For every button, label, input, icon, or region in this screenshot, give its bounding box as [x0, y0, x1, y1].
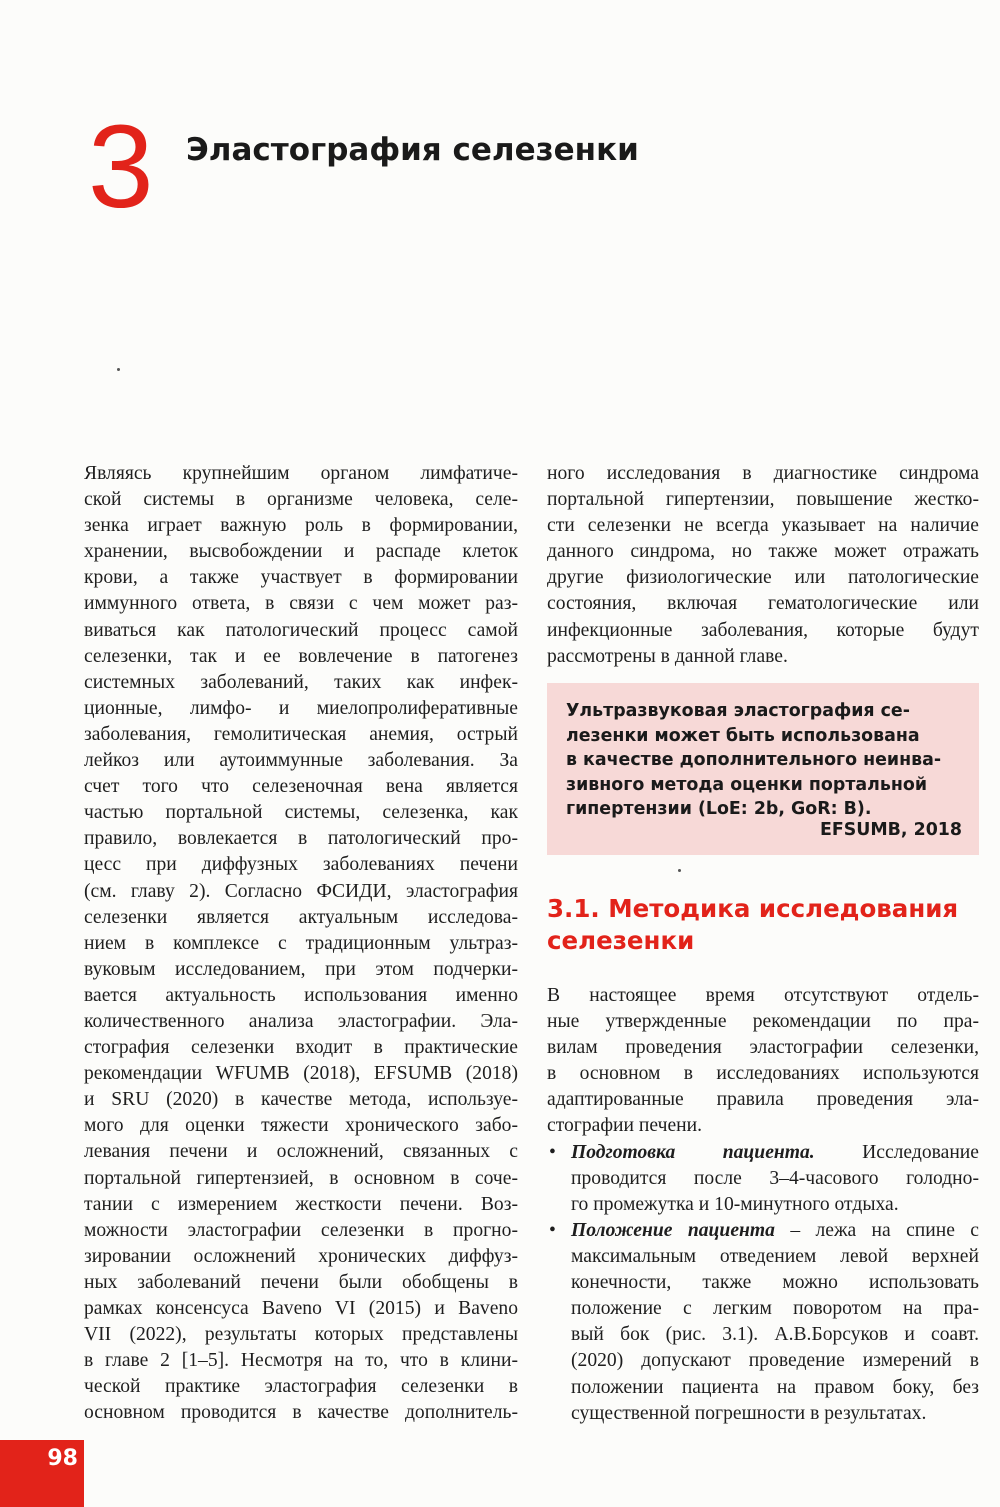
text-line: в главе 2 [1–5]. Несмотря на то, что в клини-: [84, 1350, 518, 1372]
text-line: заболевания, гемолитическая анемия, острый: [84, 723, 518, 745]
text-line: ные утвержденные рекомендации по пра-: [547, 1011, 979, 1033]
text-line: мого для оценки тяжести хронического забо-: [84, 1115, 518, 1137]
text-line: вуковым исследованием, при этом подчерки-: [84, 958, 518, 980]
text-line: селезенки является актуальным исследова-: [84, 906, 518, 928]
text-line: Являясь крупнейшим органом лимфатиче-: [84, 463, 518, 484]
text-line: ционные, лимфо- и миелопролиферативные: [84, 697, 518, 719]
callout-line: лезенки может быть использована: [566, 725, 920, 746]
text-line: и SRU (2020) в качестве метода, используе-: [84, 1089, 518, 1111]
text-line: В настоящее время отсутствуют отдель-: [547, 985, 979, 1006]
text-line: в основном в исследованиях используются: [547, 1063, 979, 1085]
text-line: стографии печени.: [547, 1115, 703, 1137]
text-line: ного исследования в диагностике синдрома: [547, 463, 979, 484]
text-line: максимальным отведением левой верхней: [571, 1246, 979, 1268]
text-line: счет того что селезеночная вена является: [84, 776, 518, 798]
bullet-item: [549, 1140, 979, 1218]
bullet-item: [549, 1218, 979, 1427]
text-line: иммунного ответа, в связи с чем может раз-: [84, 593, 518, 615]
text-line: ской системы в организме человека, селе-: [84, 489, 518, 511]
text-line: хранении, высвобождении и распаде клеток: [84, 541, 518, 563]
bullet-lead: Положение пациента: [571, 1220, 775, 1241]
text-line: можности эластографии селезенки в прогно-: [84, 1219, 518, 1241]
text-line: (см. главу 2). Согласно ФСИДИ, эластография: [84, 880, 518, 902]
callout-line: Ультразвуковая эластография се-: [566, 701, 910, 721]
text-line: [571, 1140, 979, 1166]
bullet-rest: Исследование: [814, 1142, 979, 1163]
text-line: ческой практике эластография селезенки в: [84, 1376, 518, 1398]
stray-dot: [117, 368, 120, 371]
text-line: рекомендации WFUMB (2018), EFSUMB (2018): [84, 1063, 518, 1085]
text-line: основном проводится в качестве дополнитель-: [84, 1402, 518, 1424]
text-line: состояния, включая гематологические или: [547, 593, 979, 615]
stray-dot: [678, 869, 681, 872]
callout-source: EFSUMB, 2018: [819, 820, 962, 840]
text-line: положении пациента на правом боку, без: [571, 1376, 979, 1398]
text-line: крови, а также участвует в формировании: [84, 567, 518, 589]
text-line: виваться как патологический процесс самой: [84, 619, 518, 641]
text-line: инфекционные заболевания, которые будут: [547, 619, 979, 641]
text-line: (2020) допускают проведение измерений в: [571, 1350, 979, 1372]
text-line: данного синдрома, но также может отражать: [547, 541, 979, 563]
text-line: системных заболеваний, таких как инфек-: [84, 671, 518, 693]
text-line: вилам проведения эластографии селезенки,: [547, 1037, 979, 1059]
text-line: тании с измерением жесткости печени. Воз-: [84, 1193, 518, 1215]
text-line: адаптированные правила проведения эла-: [547, 1089, 979, 1111]
left-column-text: [84, 461, 518, 1426]
section-heading-line: 3.1. Методика исследования: [547, 894, 959, 923]
text-line: селезенки, так и ее вовлечение в патогенез: [84, 645, 518, 667]
text-line: стография селезенки входит в практические: [84, 1037, 518, 1059]
bullet-dot-icon: •: [549, 1220, 556, 1241]
text-line: портальной гипертензии, повышение жестко-: [547, 489, 979, 511]
bullet-lead: Подготовка пациента.: [571, 1142, 815, 1163]
chapter-number: 3: [88, 101, 154, 233]
text-line: зенка играет важную роль в формировании,: [84, 515, 518, 537]
text-line: другие физиологические или патологические: [547, 567, 979, 589]
text-line: вается актуальность использования именно: [84, 984, 518, 1006]
text-line: конечности, также можно использовать: [571, 1272, 979, 1294]
section-intro: [547, 983, 979, 1140]
page-number: 98: [47, 1446, 78, 1471]
right-column-text: [547, 461, 979, 670]
text-line: ных заболеваний печени были обобщены в: [84, 1271, 518, 1293]
chapter-title: Эластография селезенки: [186, 132, 639, 168]
text-line: [571, 1218, 979, 1244]
text-line: положение с легким поворотом на пра-: [571, 1298, 979, 1320]
section-heading: [547, 893, 967, 957]
callout-line: зивного метода оценки портальной: [566, 774, 928, 795]
callout-line: гипертензии (LoE: 2b, GoR: B).: [566, 799, 872, 819]
text-line: сти селезенки не всегда указывает на наличие: [547, 515, 979, 537]
text-line: левания печени и осложнений, связанных с: [84, 1141, 518, 1163]
bullet-dot-icon: •: [549, 1142, 556, 1163]
bullet-rest: – лежа на спине с: [774, 1220, 979, 1241]
text-line: го промежутка и 10-минутного отдыха.: [571, 1194, 899, 1216]
text-line: зировании осложнений хронических диффуз-: [84, 1245, 518, 1267]
section-heading-line: селезенки: [547, 926, 695, 955]
callout-line: в качестве дополнительного неинва-: [566, 750, 942, 770]
text-line: проводится после 3–4-часового голодно-: [571, 1168, 979, 1190]
callout-text: [566, 699, 966, 822]
text-line: цесс при диффузных заболеваниях печени: [84, 854, 518, 876]
text-line: рамках консенсуса Baveno VI (2015) и Baveno: [84, 1298, 518, 1319]
text-line: правило, вовлекается в патологический про-: [84, 828, 518, 850]
text-line: рассмотрены в данной главе.: [547, 645, 788, 667]
text-line: нием в комплексе с традиционным ультраз-: [84, 932, 518, 954]
text-line: лейкоз или аутоиммунные заболевания. За: [84, 750, 518, 772]
text-line: количественного анализа эластографии. Эла-: [84, 1010, 518, 1032]
text-line: портальной гипертензией, в основном в соче-: [84, 1167, 518, 1189]
text-line: вый бок (рис. 3.1). А.В.Борсуков и соавт.: [571, 1324, 979, 1346]
text-line: частью портальной системы, селезенка, как: [84, 802, 518, 824]
text-line: VII (2022), результаты которых представлены: [84, 1324, 518, 1346]
text-line: существенной погрешности в результатах.: [571, 1402, 927, 1424]
